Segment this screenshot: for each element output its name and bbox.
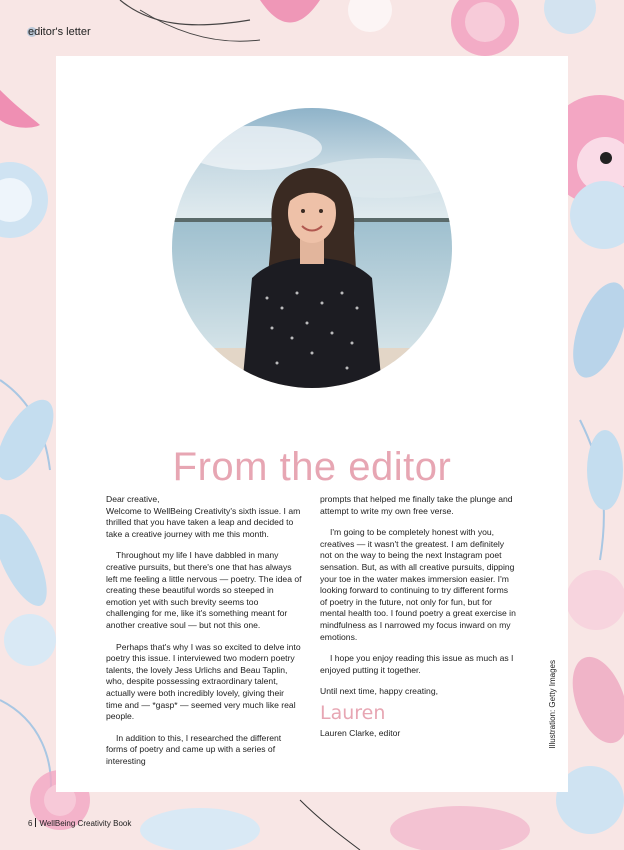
- editor-signature: Lauren: [320, 701, 386, 724]
- footer-divider: [35, 818, 36, 827]
- paragraph: In addition to this, I researched the different forms of poetry and came up with a series of interesting: [106, 732, 282, 766]
- section-label: editor's letter: [28, 26, 91, 38]
- page-number: 6: [28, 819, 33, 828]
- salutation: Dear creative,: [106, 494, 160, 504]
- paragraph: Perhaps that's why I was so excited to delve into poetry this issue. I interviewed two modern poetry talents, the lovely Jess Urlichs and Beau Taplin, who, despite possessing extraordinary talent, actually were both incredibly lovely, giving their time and — *gasp* — seemed very much like real people.: [106, 641, 301, 722]
- paragraph: prompts that helped me finally take the plunge and attempt to write my own free verse.: [320, 494, 513, 516]
- paragraph: Welcome to WellBeing Creativity's sixth issue. I am thrilled that you have taken a leap and decided to take a creative journey with me this month.: [106, 505, 301, 539]
- paragraph: Throughout my life I have dabbled in many creative pursuits, but there's one that has always left me feeling a little nervous — poetry. The idea of creating these beautiful words so steeped in emotion yet with such brevity seems too challenging for me, like it's something meant for another creative soul — but not this one.: [106, 550, 302, 630]
- article-page: [56, 56, 568, 792]
- page-footer: [28, 818, 131, 828]
- article-title: From the editor: [172, 444, 452, 489]
- illustration-credit: Illustration: Getty Images: [548, 660, 557, 749]
- editor-signoff: Lauren Clarke, editor: [320, 727, 401, 738]
- paragraph: I'm going to be completely honest with you, creatives — it wasn't the greatest. I am definitely not on the way to being the next Instagram poet sensation. But, as with all creative pursuits, dipping your toe in the water makes immersion easier. I'm looking forward to continuing to try different forms of poetry in the future, not only for fun, but for mental health too. I found poetry a great exercise in mindfulness as I narrowed my focus inward on my emotions.: [320, 527, 516, 642]
- publication-name: WellBeing Creativity Book: [39, 819, 132, 828]
- paragraph: I hope you enjoy reading this issue as much as I enjoyed putting it together.: [320, 653, 514, 675]
- article-column-right: [320, 494, 516, 749]
- editor-portrait-photo: [172, 108, 452, 388]
- closing-line: Until next time, happy creating,: [320, 686, 438, 697]
- article-column-left: [106, 494, 302, 777]
- portrait-image: [172, 108, 452, 388]
